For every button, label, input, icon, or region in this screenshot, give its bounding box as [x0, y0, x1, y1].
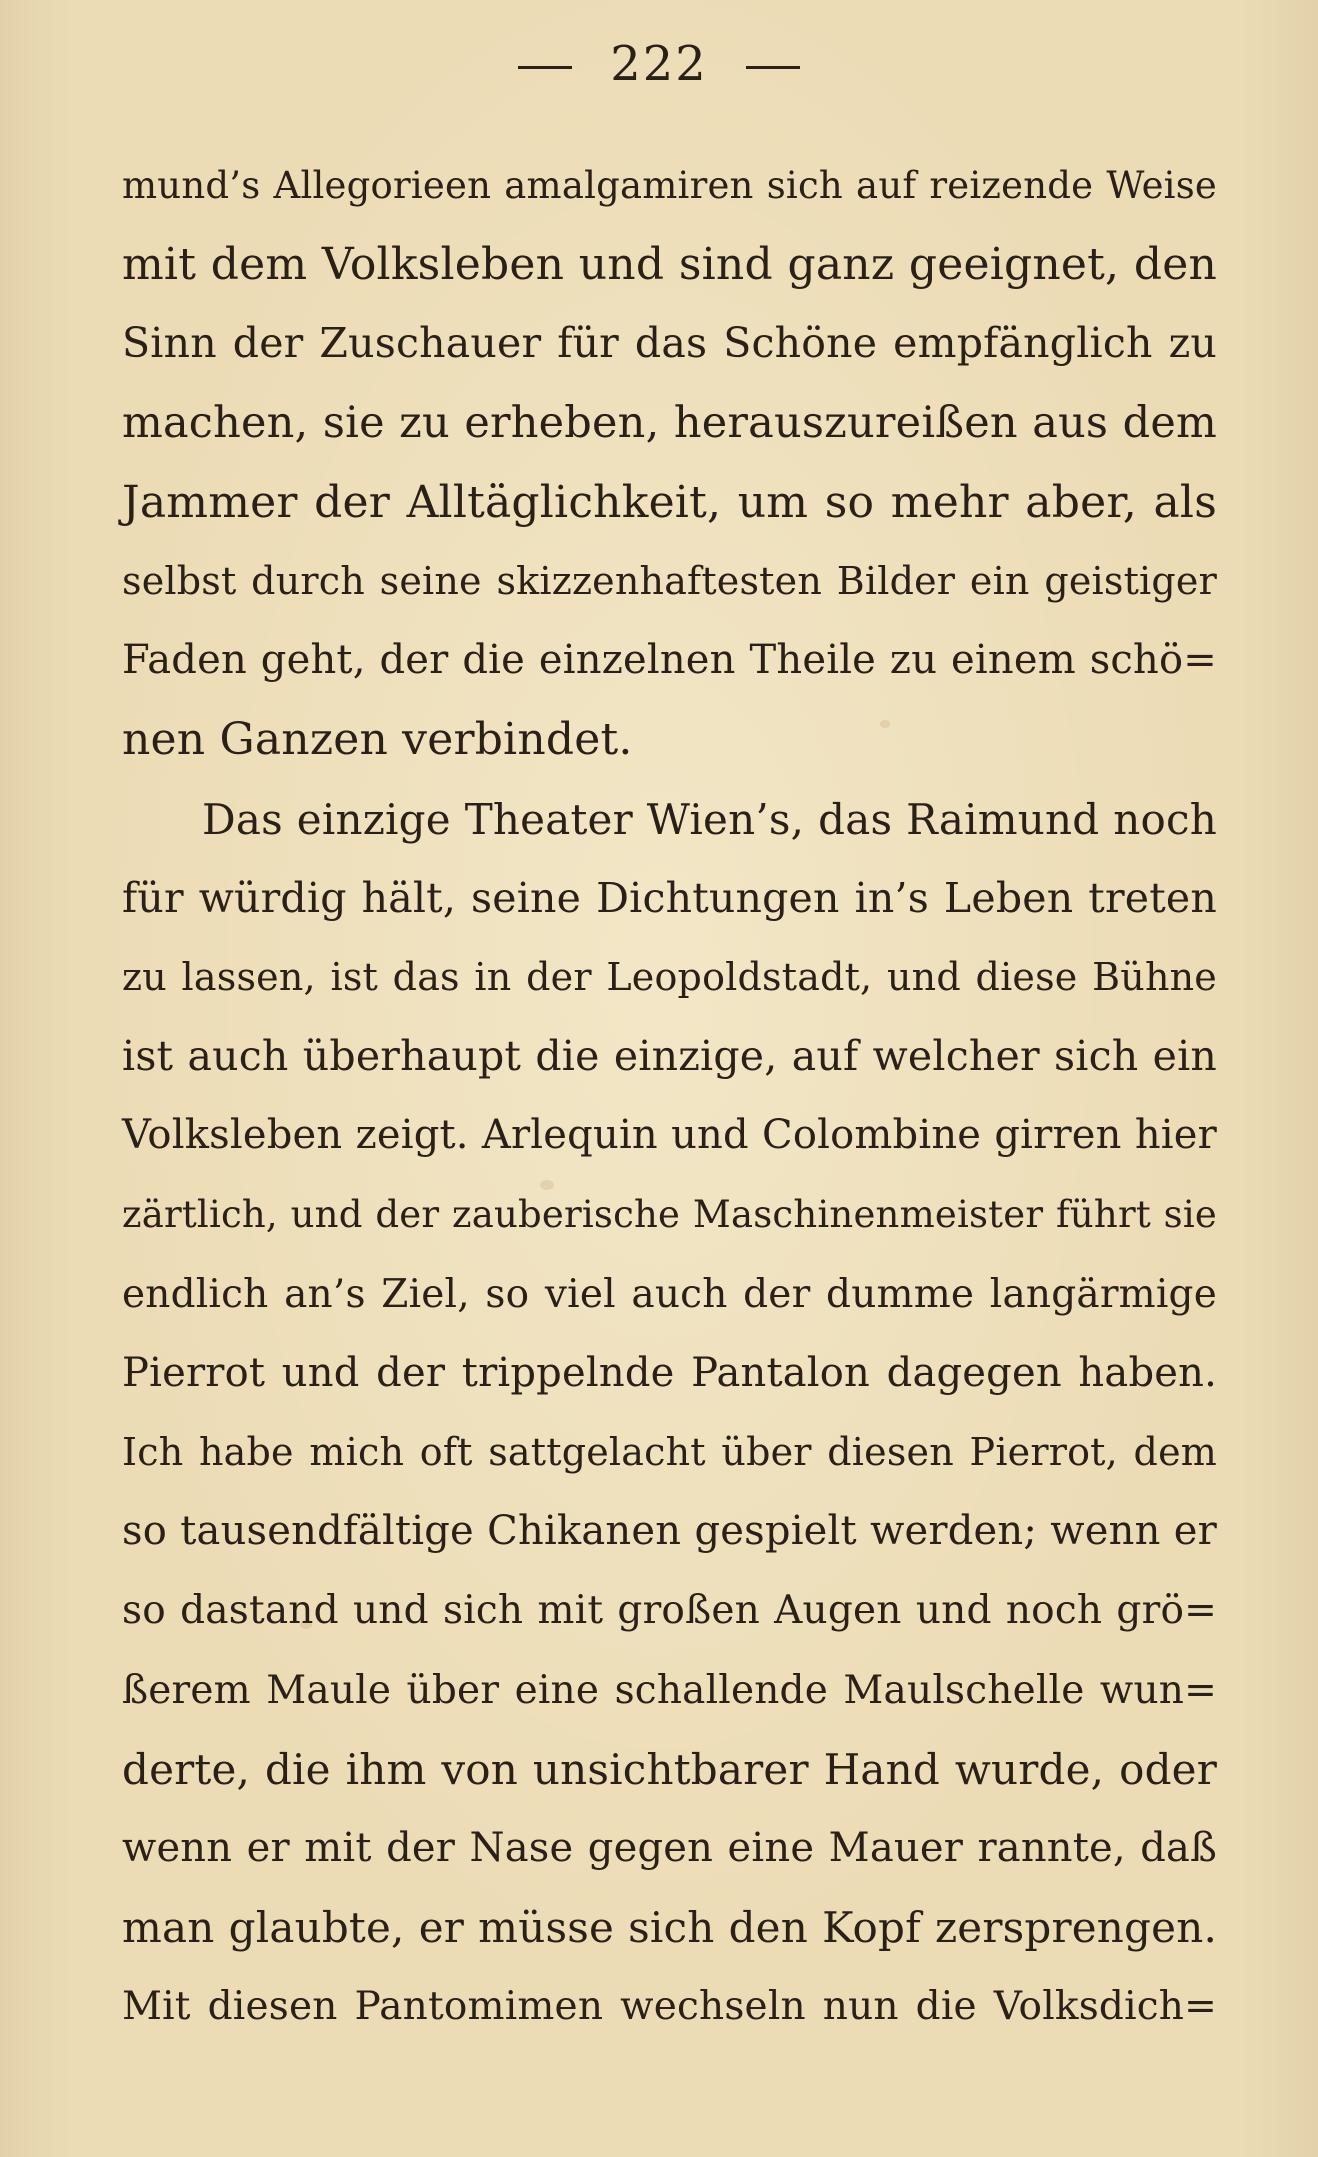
text-line: nen Ganzen verbindet.: [122, 714, 633, 766]
text-line: mit dem Volksleben und sind ganz geeignet, den: [122, 239, 1217, 291]
text-line: wenn er mit der Nase gegen eine Mauer rannte, daß: [122, 1824, 1217, 1871]
text-line: Faden geht, der die einzelnen Theile zu einem schö=: [122, 637, 1217, 684]
body-text: [122, 146, 1217, 2047]
text-line: mund’s Allegorieen amalgamiren sich auf reizende Weise: [122, 164, 1217, 207]
header-dash-left: [518, 66, 572, 69]
text-line: zu lassen, ist das in der Leopoldstadt, und diese Bühne: [122, 954, 1217, 999]
text-line: so tausendfältige Chikanen gespielt werden; wenn er: [122, 1508, 1217, 1555]
text-line: Volksleben zeigt. Arlequin und Colombine girren hier: [122, 1112, 1217, 1159]
text-line: ist auch überhaupt die einzige, auf welcher sich ein: [122, 1032, 1217, 1081]
text-line: Das einzige Theater Wien’s, das Raimund noch: [202, 794, 1217, 844]
page-header: [0, 34, 1318, 94]
text-line: ßerem Maule über eine schallende Maulschelle wun=: [122, 1667, 1217, 1713]
text-line: selbst durch seine skizzenhaftesten Bilder ein geistiger: [122, 558, 1217, 603]
text-line: für würdig hält, seine Dichtungen in’s Leben treten: [122, 873, 1217, 922]
text-line: Ich habe mich oft sattgelacht über diesen Pierrot, dem: [122, 1430, 1217, 1474]
text-line: Sinn der Zuschauer für das Schöne empfänglich zu: [122, 319, 1217, 368]
text-line: so dastand und sich mit großen Augen und noch grö=: [122, 1588, 1217, 1634]
text-line: derte, die ihm von unsichtbarer Hand wurde, oder: [122, 1744, 1217, 1794]
text-line: machen, sie zu erheben, herauszureißen aus dem: [122, 397, 1217, 448]
header-dash-right: [746, 66, 800, 69]
text-line: endlich an’s Ziel, so viel auch der dumme langärmige: [122, 1271, 1217, 1317]
text-line: zärtlich, und der zauberische Maschinenmeister führt sie: [122, 1193, 1217, 1237]
text-line: Mit diesen Pantomimen wechseln nun die Volksdich=: [122, 1984, 1217, 2030]
text-line: man glaubte, er müsse sich den Kopf zersprengen.: [122, 1903, 1217, 1953]
text-line: Pierrot und der trippelnde Pantalon dagegen haben.: [122, 1349, 1217, 1396]
text-line: Jammer der Alltäglichkeit, um so mehr aber, als: [122, 476, 1217, 528]
page-number: 222: [610, 36, 708, 92]
